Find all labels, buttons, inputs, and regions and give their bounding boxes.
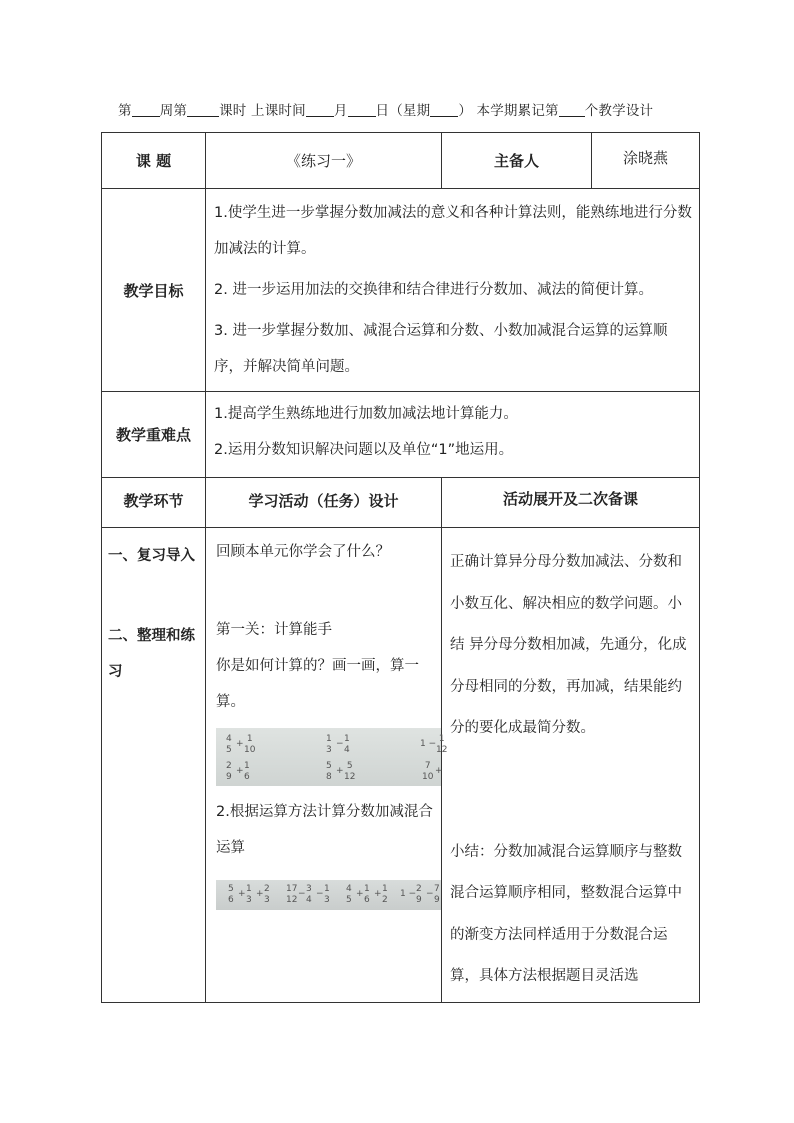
photo-operator: +: [435, 766, 443, 776]
photo-number: 4: [346, 884, 352, 894]
notes-summary-two: 小结：分数加减混合运算顺序与整数混合运算顺序相同，整数混合运算中的渐变方法同样适用于分数混合运算，具体方法根据题目灵活选: [450, 843, 682, 984]
col-step-header: 教学环节: [102, 478, 206, 528]
notes-summary-one: 正确计算异分母分数加减法、分数和小数互化、解决相应的数学问题。小结 异分母分数相加减，先通分，化成分母相同的分数，再加减，结果能约分的要化成最简分数。: [450, 554, 687, 736]
goal-item: 2. 进一步运用加法的交换律和结合律进行分数加、减法的简便计算。: [214, 282, 653, 298]
photo-number: 1 −: [400, 889, 417, 899]
step-review: 一、复习导入: [108, 548, 195, 564]
photo-operator: −: [316, 889, 324, 899]
header-time: 课时 上课时间: [219, 103, 306, 119]
photo-number: 12: [436, 745, 448, 755]
photo-operator: −: [298, 889, 306, 899]
photo-number: 7: [424, 761, 431, 771]
photo-number: 6: [364, 895, 370, 905]
photo-number: 1: [438, 734, 445, 744]
topic-value: 《练习一》: [206, 133, 442, 189]
preparer-label: 主备人: [442, 133, 592, 189]
photo-number: 5: [346, 761, 353, 771]
photo-number: 7: [434, 884, 440, 894]
blank-line: [430, 104, 458, 117]
photo-number: 12: [344, 772, 356, 782]
photo-operator: +: [356, 889, 364, 899]
header-period: 周第: [159, 103, 188, 119]
key-points-cell: [206, 392, 700, 478]
photo-number: 1 −: [420, 739, 437, 749]
level-one-title: 第一关：计算能手: [216, 622, 332, 638]
photo-number: 2: [226, 761, 232, 771]
topic-label: 课 题: [102, 133, 206, 189]
header-week-prefix: 第: [118, 103, 132, 119]
photo-number: 9: [226, 772, 232, 782]
goal-item: 1.使学生进一步掌握分数加减法的意义和各种计算法则，能熟练地进行分数加减法的计算。: [214, 205, 692, 257]
photo-number: 1: [244, 761, 250, 771]
photo-number: 6: [228, 895, 234, 905]
task-two-title: 2.根据运算方法计算分数加减混合运算: [216, 804, 433, 856]
photo-number: 10: [422, 772, 434, 782]
photo-number: 17: [286, 884, 298, 894]
photo-number: 4: [226, 734, 232, 744]
header-month: 月: [333, 103, 348, 119]
photo-number: 3: [306, 884, 312, 894]
key-points-label: 教学重难点: [102, 392, 206, 478]
photo-operator: −: [336, 739, 344, 749]
photo-number: 1: [246, 884, 252, 894]
photo-number: 2: [264, 884, 270, 894]
photo-operator: +: [336, 766, 344, 776]
photo-number: 12: [286, 895, 298, 905]
photo-number: 3: [264, 895, 270, 905]
photo-operator: +: [236, 739, 244, 749]
col-notes-header: 活动展开及二次备课: [442, 478, 700, 528]
mixed-operation-photo: [216, 880, 441, 910]
blank-line: [306, 104, 334, 117]
steps-cell: [102, 528, 206, 1003]
photo-operator: +: [374, 889, 382, 899]
lesson-header: [118, 99, 688, 119]
col-activity-header: 学习活动（任务）设计: [206, 478, 442, 528]
blank-line: [559, 104, 585, 117]
photo-number: 5: [226, 745, 232, 755]
goals-cell: [206, 189, 700, 392]
photo-operator: +: [236, 766, 244, 776]
photo-number: 1: [382, 884, 388, 894]
goals-label: 教学目标: [102, 189, 206, 392]
photo-number: 9: [416, 895, 422, 905]
photo-number: 4: [306, 895, 312, 905]
notes-cell: [442, 528, 700, 1003]
blank-line: [348, 104, 376, 117]
activity-cell: [206, 528, 448, 1003]
how-question: 你是如何计算的？画一画，算一算。: [216, 658, 419, 710]
photo-number: 1: [324, 884, 330, 894]
photo-operator: +: [256, 889, 264, 899]
lesson-plan-table: [101, 132, 700, 1003]
photo-number: 1: [326, 734, 332, 744]
header-design: 个教学设计: [584, 103, 654, 119]
photo-number: 5: [228, 884, 234, 894]
photo-number: 9: [434, 895, 440, 905]
photo-number: 5: [346, 895, 352, 905]
step-practice: 二、整理和练习: [108, 628, 195, 680]
photo-number: 8: [326, 772, 332, 782]
blank-line: [187, 104, 219, 117]
photo-number: 3: [326, 745, 332, 755]
header-count: ） 本学期累记第: [458, 103, 559, 119]
key-point-item: 1.提高学生熟练地进行加数加减法地计算能力。: [214, 406, 518, 422]
photo-number: 4: [344, 745, 350, 755]
photo-number: 3: [324, 895, 330, 905]
photo-number: 2: [382, 895, 388, 905]
preparer-value: 涂晓燕: [592, 133, 700, 189]
photo-number: 6: [244, 772, 250, 782]
header-weekday: 日（星期: [375, 103, 431, 119]
photo-number: 1: [344, 734, 350, 744]
photo-number: 3: [246, 895, 252, 905]
photo-number: 10: [244, 745, 256, 755]
photo-number: 1: [364, 884, 370, 894]
photo-operator: +: [238, 889, 246, 899]
photo-number: 5: [326, 761, 332, 771]
fraction-exercise-photo: [216, 728, 448, 786]
blank-line: [132, 104, 160, 117]
photo-operator: −: [426, 889, 434, 899]
review-question: 回顾本单元你学会了什么？: [216, 544, 390, 560]
photo-number: 2: [416, 884, 422, 894]
goal-item: 3. 进一步掌握分数加、减混合运算和分数、小数加减混合运算的运算顺序，并解决简单问题。: [214, 323, 668, 375]
key-point-item: 2.运用分数知识解决问题以及单位“1”地运用。: [214, 442, 514, 458]
photo-number: 1: [246, 734, 253, 744]
